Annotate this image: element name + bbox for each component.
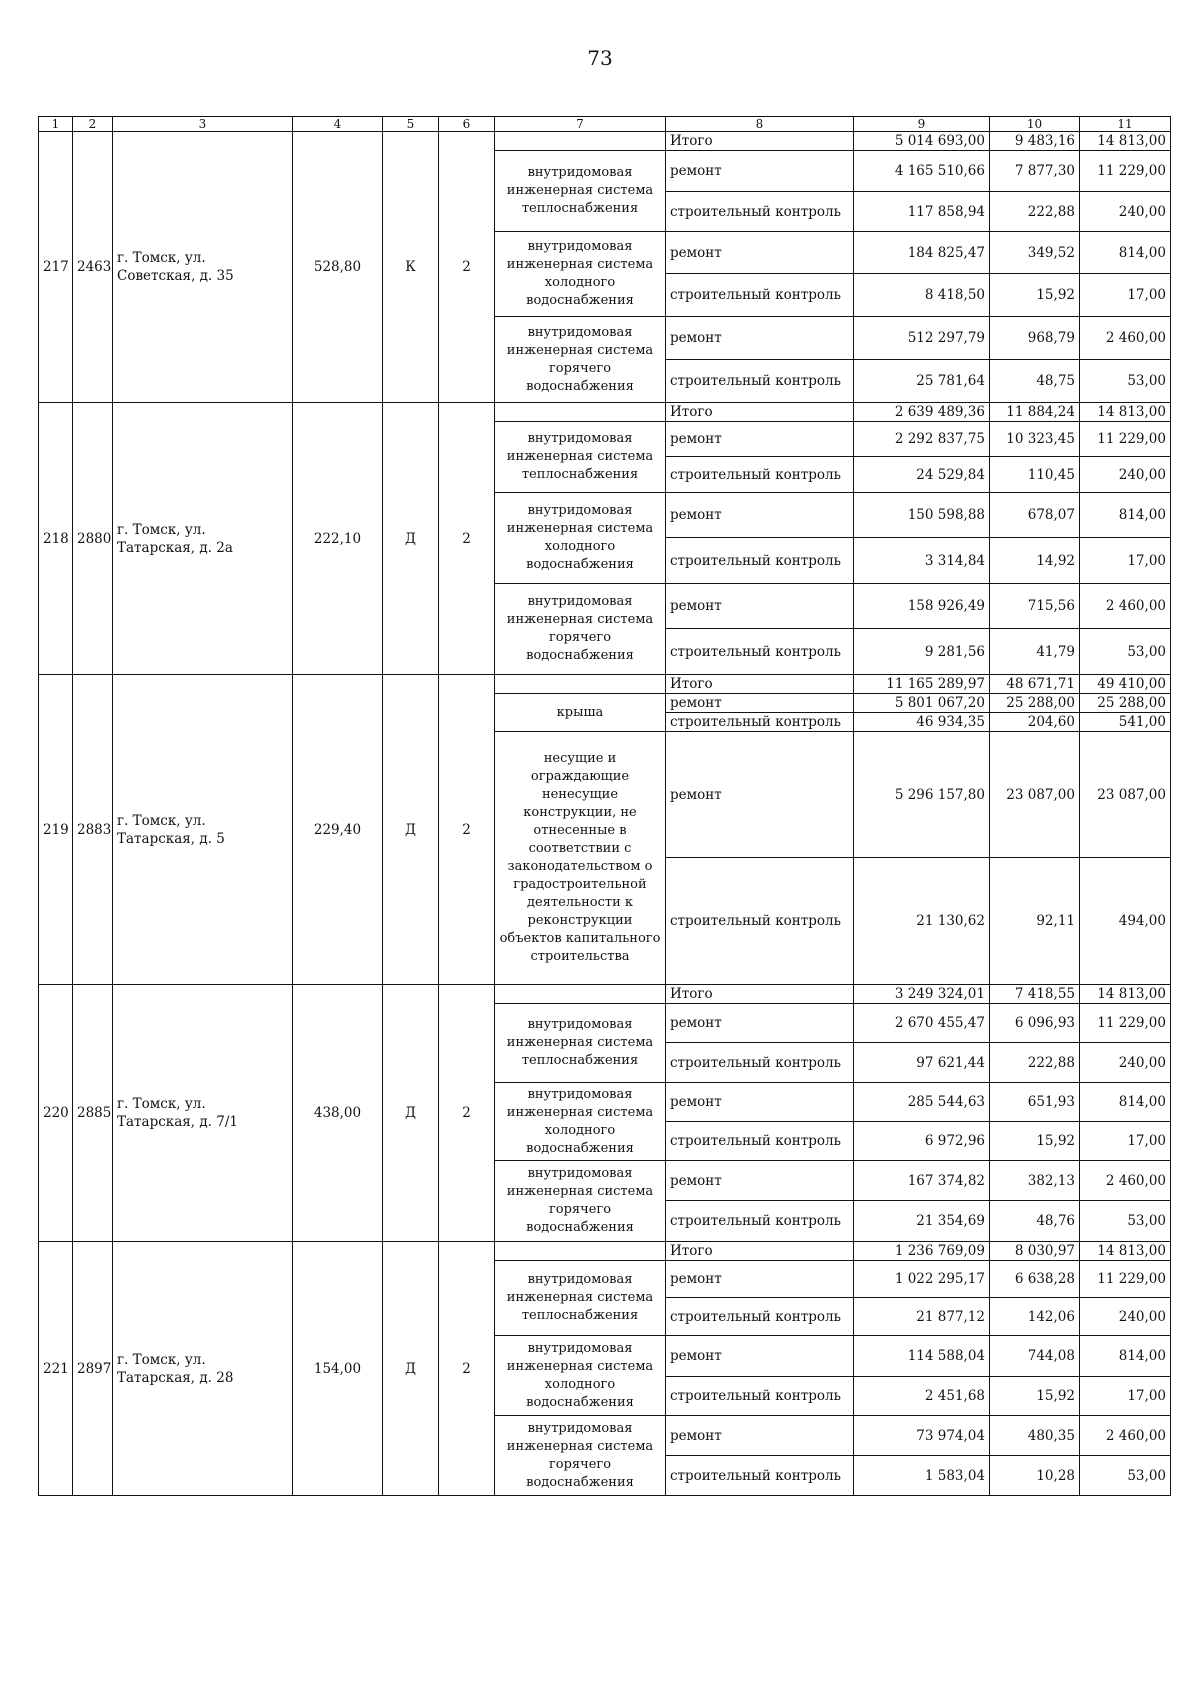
- empty-cell: [495, 132, 666, 151]
- total-unit-cost: 7 418,55: [990, 985, 1080, 1004]
- limit-cost: 17,00: [1080, 538, 1171, 584]
- work-type: ремонт: [666, 232, 854, 274]
- system-name: внутридомовая инженерная система холодного водоснабжения: [495, 1083, 666, 1161]
- unit-cost: 6 096,93: [990, 1004, 1080, 1043]
- address: г. Томск, ул. Татарская, д. 5: [113, 675, 293, 985]
- system-name: внутридомовая инженерная система холодного водоснабжения: [495, 1336, 666, 1416]
- object-code: 2883: [73, 675, 113, 985]
- system-name: внутридомовая инженерная система горячего водоснабжения: [495, 1416, 666, 1496]
- work-type: строительный контроль: [666, 1377, 854, 1416]
- unit-cost: 142,06: [990, 1298, 1080, 1336]
- category: Д: [383, 1242, 439, 1496]
- row-number: 219: [39, 675, 73, 985]
- limit-cost: 240,00: [1080, 457, 1171, 493]
- total-label: Итого: [666, 675, 854, 694]
- work-type: ремонт: [666, 1416, 854, 1456]
- system-name: внутридомовая инженерная система горячего водоснабжения: [495, 1161, 666, 1242]
- total-limit-cost: 14 813,00: [1080, 403, 1171, 422]
- unit-cost: 6 638,28: [990, 1261, 1080, 1298]
- limit-cost: 53,00: [1080, 1201, 1171, 1242]
- column-header: 4: [293, 117, 383, 132]
- unit-cost: 14,92: [990, 538, 1080, 584]
- row-number: 221: [39, 1242, 73, 1496]
- unit-cost: 744,08: [990, 1336, 1080, 1377]
- total-limit-cost: 14 813,00: [1080, 132, 1171, 151]
- cost: 2 292 837,75: [854, 422, 990, 457]
- system-name: внутридомовая инженерная система горячего водоснабжения: [495, 317, 666, 403]
- total-unit-cost: 48 671,71: [990, 675, 1080, 694]
- total-unit-cost: 8 030,97: [990, 1242, 1080, 1261]
- empty-cell: [495, 985, 666, 1004]
- table-row: [39, 985, 1171, 1004]
- cost: 1 022 295,17: [854, 1261, 990, 1298]
- work-type: ремонт: [666, 151, 854, 192]
- cost: 5 801 067,20: [854, 694, 990, 713]
- work-type: строительный контроль: [666, 274, 854, 317]
- unit-cost: 382,13: [990, 1161, 1080, 1201]
- work-type: ремонт: [666, 1004, 854, 1043]
- limit-cost: 814,00: [1080, 493, 1171, 538]
- work-type: ремонт: [666, 732, 854, 858]
- unit-cost: 349,52: [990, 232, 1080, 274]
- work-type: строительный контроль: [666, 713, 854, 732]
- work-type: ремонт: [666, 317, 854, 360]
- total-cost: 3 249 324,01: [854, 985, 990, 1004]
- cost: 21 354,69: [854, 1201, 990, 1242]
- work-type: ремонт: [666, 694, 854, 713]
- column-header: 7: [495, 117, 666, 132]
- system-name: внутридомовая инженерная система холодного водоснабжения: [495, 493, 666, 584]
- category: К: [383, 132, 439, 403]
- column-header: 2: [73, 117, 113, 132]
- object-code: 2880: [73, 403, 113, 675]
- system-name: внутридомовая инженерная система теплоснабжения: [495, 1261, 666, 1336]
- total-cost: 2 639 489,36: [854, 403, 990, 422]
- cost: 285 544,63: [854, 1083, 990, 1122]
- unit-cost: 968,79: [990, 317, 1080, 360]
- cost: 8 418,50: [854, 274, 990, 317]
- row-number: 218: [39, 403, 73, 675]
- floors: 2: [439, 675, 495, 985]
- floors: 2: [439, 985, 495, 1242]
- total-label: Итого: [666, 1242, 854, 1261]
- limit-cost: 494,00: [1080, 858, 1171, 985]
- cost: 1 583,04: [854, 1456, 990, 1496]
- limit-cost: 11 229,00: [1080, 151, 1171, 192]
- limit-cost: 240,00: [1080, 192, 1171, 232]
- limit-cost: 814,00: [1080, 1083, 1171, 1122]
- cost: 4 165 510,66: [854, 151, 990, 192]
- column-header: 8: [666, 117, 854, 132]
- area: 438,00: [293, 985, 383, 1242]
- unit-cost: 15,92: [990, 1377, 1080, 1416]
- total-label: Итого: [666, 403, 854, 422]
- limit-cost: 2 460,00: [1080, 1416, 1171, 1456]
- unit-cost: 7 877,30: [990, 151, 1080, 192]
- total-cost: 5 014 693,00: [854, 132, 990, 151]
- work-type: строительный контроль: [666, 192, 854, 232]
- limit-cost: 2 460,00: [1080, 584, 1171, 629]
- cost: 2 451,68: [854, 1377, 990, 1416]
- object-code: 2463: [73, 132, 113, 403]
- work-type: ремонт: [666, 422, 854, 457]
- limit-cost: 2 460,00: [1080, 1161, 1171, 1201]
- unit-cost: 15,92: [990, 1122, 1080, 1161]
- total-limit-cost: 14 813,00: [1080, 985, 1171, 1004]
- cost: 24 529,84: [854, 457, 990, 493]
- row-number: 217: [39, 132, 73, 403]
- unit-cost: 41,79: [990, 629, 1080, 675]
- total-unit-cost: 11 884,24: [990, 403, 1080, 422]
- unit-cost: 222,88: [990, 1043, 1080, 1083]
- system-name: внутридомовая инженерная система теплоснабжения: [495, 151, 666, 232]
- limit-cost: 17,00: [1080, 274, 1171, 317]
- unit-cost: 48,76: [990, 1201, 1080, 1242]
- limit-cost: 53,00: [1080, 360, 1171, 403]
- work-type: ремонт: [666, 493, 854, 538]
- limit-cost: 814,00: [1080, 232, 1171, 274]
- category: Д: [383, 403, 439, 675]
- column-header: 3: [113, 117, 293, 132]
- unit-cost: 651,93: [990, 1083, 1080, 1122]
- cost: 46 934,35: [854, 713, 990, 732]
- table-body: [39, 132, 1171, 1496]
- column-header: 9: [854, 117, 990, 132]
- work-type: ремонт: [666, 584, 854, 629]
- unit-cost: 25 288,00: [990, 694, 1080, 713]
- system-name: крыша: [495, 694, 666, 732]
- category: Д: [383, 675, 439, 985]
- area: 528,80: [293, 132, 383, 403]
- column-header: 10: [990, 117, 1080, 132]
- work-type: строительный контроль: [666, 538, 854, 584]
- limit-cost: 11 229,00: [1080, 422, 1171, 457]
- table-row: [39, 675, 1171, 694]
- cost: 6 972,96: [854, 1122, 990, 1161]
- unit-cost: 222,88: [990, 192, 1080, 232]
- unit-cost: 23 087,00: [990, 732, 1080, 858]
- limit-cost: 541,00: [1080, 713, 1171, 732]
- empty-cell: [495, 675, 666, 694]
- floors: 2: [439, 132, 495, 403]
- row-number: 220: [39, 985, 73, 1242]
- table-row: [39, 1242, 1171, 1261]
- work-type: строительный контроль: [666, 1298, 854, 1336]
- work-type: строительный контроль: [666, 457, 854, 493]
- unit-cost: 678,07: [990, 493, 1080, 538]
- object-code: 2897: [73, 1242, 113, 1496]
- total-label: Итого: [666, 985, 854, 1004]
- work-type: строительный контроль: [666, 360, 854, 403]
- unit-cost: 10 323,45: [990, 422, 1080, 457]
- empty-cell: [495, 403, 666, 422]
- column-header: 6: [439, 117, 495, 132]
- limit-cost: 2 460,00: [1080, 317, 1171, 360]
- cost: 21 877,12: [854, 1298, 990, 1336]
- cost: 512 297,79: [854, 317, 990, 360]
- total-label: Итого: [666, 132, 854, 151]
- cost: 25 781,64: [854, 360, 990, 403]
- cost: 5 296 157,80: [854, 732, 990, 858]
- limit-cost: 17,00: [1080, 1377, 1171, 1416]
- work-type: ремонт: [666, 1261, 854, 1298]
- limit-cost: 17,00: [1080, 1122, 1171, 1161]
- cost: 97 621,44: [854, 1043, 990, 1083]
- category: Д: [383, 985, 439, 1242]
- column-header: 1: [39, 117, 73, 132]
- cost: 158 926,49: [854, 584, 990, 629]
- unit-cost: 110,45: [990, 457, 1080, 493]
- floors: 2: [439, 1242, 495, 1496]
- table-row: [39, 132, 1171, 151]
- limit-cost: 53,00: [1080, 1456, 1171, 1496]
- limit-cost: 11 229,00: [1080, 1261, 1171, 1298]
- cost: 9 281,56: [854, 629, 990, 675]
- work-type: строительный контроль: [666, 1456, 854, 1496]
- floors: 2: [439, 403, 495, 675]
- total-cost: 1 236 769,09: [854, 1242, 990, 1261]
- total-limit-cost: 14 813,00: [1080, 1242, 1171, 1261]
- cost: 184 825,47: [854, 232, 990, 274]
- work-type: строительный контроль: [666, 858, 854, 985]
- area: 229,40: [293, 675, 383, 985]
- area: 222,10: [293, 403, 383, 675]
- address: г. Томск, ул. Советская, д. 35: [113, 132, 293, 403]
- limit-cost: 240,00: [1080, 1298, 1171, 1336]
- page-number: 73: [587, 46, 613, 70]
- cost: 114 588,04: [854, 1336, 990, 1377]
- table-row: [39, 403, 1171, 422]
- limit-cost: 814,00: [1080, 1336, 1171, 1377]
- limit-cost: 53,00: [1080, 629, 1171, 675]
- repair-table: [38, 116, 1171, 1496]
- unit-cost: 48,75: [990, 360, 1080, 403]
- object-code: 2885: [73, 985, 113, 1242]
- address: г. Томск, ул. Татарская, д. 7/1: [113, 985, 293, 1242]
- column-header: 5: [383, 117, 439, 132]
- address: г. Томск, ул. Татарская, д. 2а: [113, 403, 293, 675]
- limit-cost: 11 229,00: [1080, 1004, 1171, 1043]
- system-name: внутридомовая инженерная система теплоснабжения: [495, 422, 666, 493]
- work-type: строительный контроль: [666, 1201, 854, 1242]
- total-limit-cost: 49 410,00: [1080, 675, 1171, 694]
- work-type: ремонт: [666, 1161, 854, 1201]
- cost: 73 974,04: [854, 1416, 990, 1456]
- unit-cost: 715,56: [990, 584, 1080, 629]
- total-unit-cost: 9 483,16: [990, 132, 1080, 151]
- address: г. Томск, ул. Татарская, д. 28: [113, 1242, 293, 1496]
- column-number-row: [39, 117, 1171, 132]
- empty-cell: [495, 1242, 666, 1261]
- limit-cost: 25 288,00: [1080, 694, 1171, 713]
- unit-cost: 10,28: [990, 1456, 1080, 1496]
- cost: 21 130,62: [854, 858, 990, 985]
- system-name: внутридомовая инженерная система горячего водоснабжения: [495, 584, 666, 675]
- unit-cost: 204,60: [990, 713, 1080, 732]
- column-header: 11: [1080, 117, 1171, 132]
- work-type: ремонт: [666, 1083, 854, 1122]
- area: 154,00: [293, 1242, 383, 1496]
- cost: 3 314,84: [854, 538, 990, 584]
- unit-cost: 480,35: [990, 1416, 1080, 1456]
- unit-cost: 92,11: [990, 858, 1080, 985]
- work-type: ремонт: [666, 1336, 854, 1377]
- cost: 167 374,82: [854, 1161, 990, 1201]
- system-name: внутридомовая инженерная система холодного водоснабжения: [495, 232, 666, 317]
- work-type: строительный контроль: [666, 629, 854, 675]
- work-type: строительный контроль: [666, 1043, 854, 1083]
- system-name: внутридомовая инженерная система теплоснабжения: [495, 1004, 666, 1083]
- limit-cost: 240,00: [1080, 1043, 1171, 1083]
- limit-cost: 23 087,00: [1080, 732, 1171, 858]
- unit-cost: 15,92: [990, 274, 1080, 317]
- cost: 2 670 455,47: [854, 1004, 990, 1043]
- cost: 117 858,94: [854, 192, 990, 232]
- cost: 150 598,88: [854, 493, 990, 538]
- work-type: строительный контроль: [666, 1122, 854, 1161]
- system-name: несущие и ограждающие ненесущие конструкции, не отнесенные в соответствии с законодательством о градостроительной деятельности к реконструкции объектов капитального строительства: [495, 732, 666, 985]
- total-cost: 11 165 289,97: [854, 675, 990, 694]
